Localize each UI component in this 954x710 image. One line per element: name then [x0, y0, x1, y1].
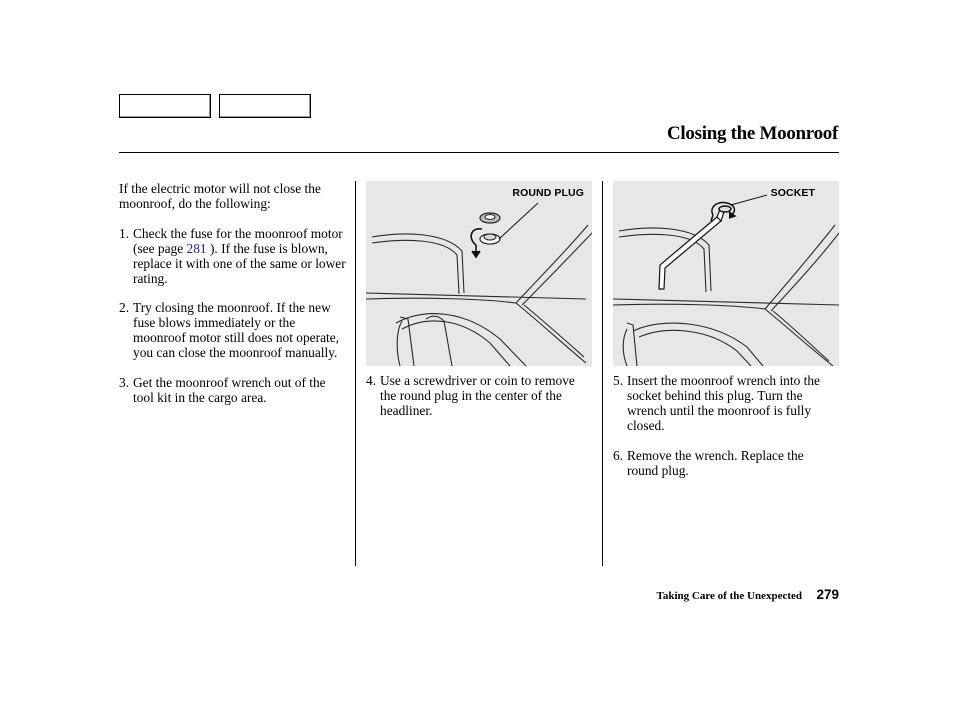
rotate-arrow-icon [471, 229, 482, 257]
step-number: 2. [119, 300, 130, 315]
step-text-part: ). If the fuse is blown, replace it with one of the same or lower rating. [133, 240, 346, 286]
headliner-plug-illustration [366, 181, 592, 366]
column-1 [119, 181, 347, 419]
moonroof-wrench-icon [659, 207, 725, 289]
round-plug-icon [480, 213, 500, 244]
column-3 [613, 373, 838, 492]
step-2 [119, 300, 347, 360]
footer-section-title: Taking Care of the Unexpected [656, 590, 802, 602]
column-2 [366, 373, 591, 433]
step-text: Try closing the moonroof. If the new fuse blows immediately or the moonroof motor still does not operate, you can close the moonroof manually. [133, 300, 340, 360]
page-link[interactable]: 281 [186, 240, 207, 256]
step-text: Get the moonroof wrench out of the tool kit in the cargo area. [133, 374, 326, 405]
intro-text: If the electric motor will not close the moonroof, do the following: [119, 181, 321, 211]
step-5 [613, 373, 838, 433]
step-text: Insert the moonroof wrench into the socket behind this plug. Turn the wrench until the moonroof is fully closed. [627, 373, 820, 433]
step-4 [366, 373, 591, 418]
step-text: Use a screwdriver or coin to remove the round plug in the center of the headliner. [380, 373, 575, 418]
title-divider [119, 152, 839, 153]
page-title: Closing the Moonroof [667, 123, 838, 144]
nav-button-2[interactable] [219, 94, 311, 118]
column-divider-1 [355, 181, 356, 566]
step-number: 1. [119, 225, 130, 241]
wrench-socket-illustration [613, 181, 839, 366]
step-text-part: Check the fuse for the moonroof motor (see page [133, 225, 343, 256]
column-divider-2 [602, 181, 603, 566]
socket-figure [613, 181, 839, 366]
step-number: 6. [613, 447, 624, 463]
step-number: 4. [366, 373, 377, 388]
nav-button-1[interactable] [119, 94, 211, 118]
round-plug-figure [366, 181, 592, 366]
step-1 [119, 226, 347, 286]
socket-callout: SOCKET [770, 187, 815, 199]
step-number: 3. [119, 374, 130, 390]
step-6 [613, 448, 838, 478]
step-number: 5. [613, 373, 624, 388]
step-text: Remove the wrench. Replace the round plug. [627, 447, 804, 478]
page-number: 279 [816, 587, 839, 602]
step-text [133, 226, 347, 286]
step-3 [119, 375, 347, 405]
round-plug-callout: ROUND PLUG [512, 187, 584, 199]
